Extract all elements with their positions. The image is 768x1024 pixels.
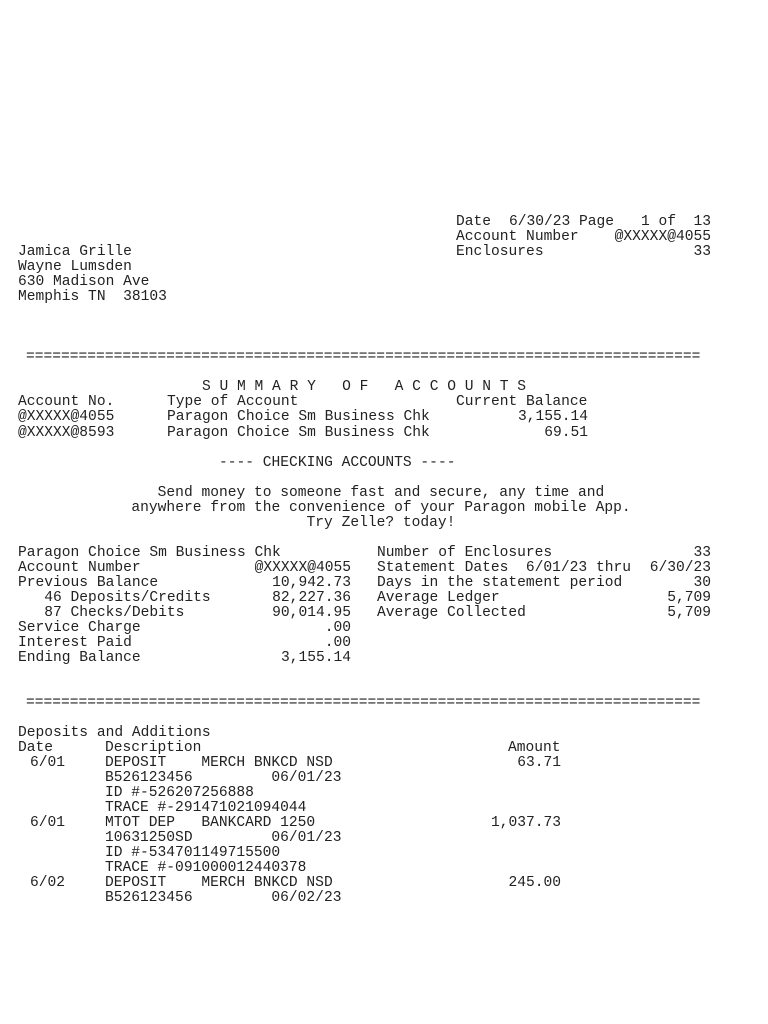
summary-title: S U M M A R Y O F A C C O U N T S <box>202 379 527 395</box>
summary-account-number: @XXXXX@4055 <box>18 409 115 425</box>
detail-value: 33 <box>693 545 711 561</box>
summary-col-balance: Current Balance <box>456 394 588 410</box>
summary-col-account-no: Account No. <box>18 394 115 410</box>
address-line-business: Jamica Grille <box>18 244 132 260</box>
transaction-description: B526123456 06/02/23 <box>105 890 342 906</box>
transaction-description: ID #-526207256888 <box>105 785 254 801</box>
transaction-description: DEPOSIT MERCH BNKCD NSD <box>105 875 333 891</box>
detail-value: 5,709 <box>667 605 711 621</box>
summary-account-type: Paragon Choice Sm Business Chk <box>167 409 430 425</box>
transaction-description: ID #-534701149715500 <box>105 845 281 861</box>
address-line-name: Wayne Lumsden <box>18 259 132 275</box>
summary-account-type: Paragon Choice Sm Business Chk <box>167 425 430 441</box>
transaction-date: 6/01 <box>30 755 66 771</box>
detail-label: Number of Enclosures <box>377 545 553 561</box>
transaction-amount: 1,037.73 <box>490 815 561 831</box>
statement-date-value: 6/30/23 <box>509 214 571 230</box>
deposits-col-date: Date <box>18 740 54 756</box>
deposits-col-amount: Amount <box>508 740 561 756</box>
transaction-date: 6/01 <box>30 815 66 831</box>
transaction-amount: 245.00 <box>508 875 561 891</box>
address-line-city: Memphis TN 38103 <box>18 289 167 305</box>
transaction-amount: 63.71 <box>517 755 561 771</box>
address-line-street: 630 Madison Ave <box>18 274 150 290</box>
detail-value: 6/30/23 <box>649 560 711 576</box>
detail-label: Statement Dates 6/01/23 thru <box>377 560 631 576</box>
page-number: 1 of 13 <box>640 214 711 230</box>
detail-value: 82,227.36 <box>272 590 351 606</box>
transaction-description: B526123456 06/01/23 <box>105 770 342 786</box>
summary-account-number: @XXXXX@8593 <box>18 425 115 441</box>
transaction-date: 6/02 <box>30 875 66 891</box>
detail-label: Average Ledger <box>377 590 500 606</box>
promo-line: Try Zelle? today! <box>306 515 456 531</box>
transaction-description: TRACE #-291471021094044 <box>105 800 307 816</box>
promo-line: Send money to someone fast and secure, any time and <box>157 485 605 501</box>
header-account-number-label: Account Number <box>456 229 579 245</box>
detail-label: Days in the statement period <box>377 575 623 591</box>
detail-label: 87 Checks/Debits <box>18 605 185 621</box>
promo-line: anywhere from the convenience of your Paragon mobile App. <box>131 500 631 516</box>
transaction-description: TRACE #-091000012440378 <box>105 860 307 876</box>
detail-label: 46 Deposits/Credits <box>18 590 211 606</box>
detail-label: Previous Balance <box>18 575 159 591</box>
detail-value: .00 <box>324 635 351 651</box>
divider-rule: ============================================================================= <box>26 696 701 711</box>
detail-value: 30 <box>693 575 711 591</box>
detail-value: @XXXXX@4055 <box>254 560 351 576</box>
checking-accounts-heading: ---- CHECKING ACCOUNTS ---- <box>219 455 456 471</box>
detail-label: Ending Balance <box>18 650 141 666</box>
deposits-col-description: Description <box>105 740 202 756</box>
summary-current-balance: 3,155.14 <box>517 409 588 425</box>
detail-label: Interest Paid <box>18 635 132 651</box>
transaction-description: MTOT DEP BANKCARD 1250 <box>105 815 316 831</box>
summary-col-type: Type of Account <box>167 394 299 410</box>
summary-current-balance: 69.51 <box>544 425 588 441</box>
header-account-number-value: @XXXXX@4055 <box>614 229 711 245</box>
transaction-description: DEPOSIT MERCH BNKCD NSD <box>105 755 333 771</box>
enclosures-label: Enclosures <box>456 244 544 260</box>
page-label: Page <box>579 214 615 230</box>
statement-date-label: Date <box>456 214 492 230</box>
account-details-name: Paragon Choice Sm Business Chk <box>18 545 281 561</box>
detail-value: 3,155.14 <box>280 650 351 666</box>
enclosures-value: 33 <box>693 244 711 260</box>
transaction-description: 10631250SD 06/01/23 <box>105 830 342 846</box>
deposits-title: Deposits and Additions <box>18 725 211 741</box>
divider-rule: ============================================================================= <box>26 350 701 365</box>
detail-value: 5,709 <box>667 590 711 606</box>
detail-label: Account Number <box>18 560 141 576</box>
detail-value: 90,014.95 <box>272 605 351 621</box>
detail-label: Service Charge <box>18 620 141 636</box>
detail-value: 10,942.73 <box>272 575 351 591</box>
detail-value: .00 <box>324 620 351 636</box>
detail-label: Average Collected <box>377 605 526 621</box>
